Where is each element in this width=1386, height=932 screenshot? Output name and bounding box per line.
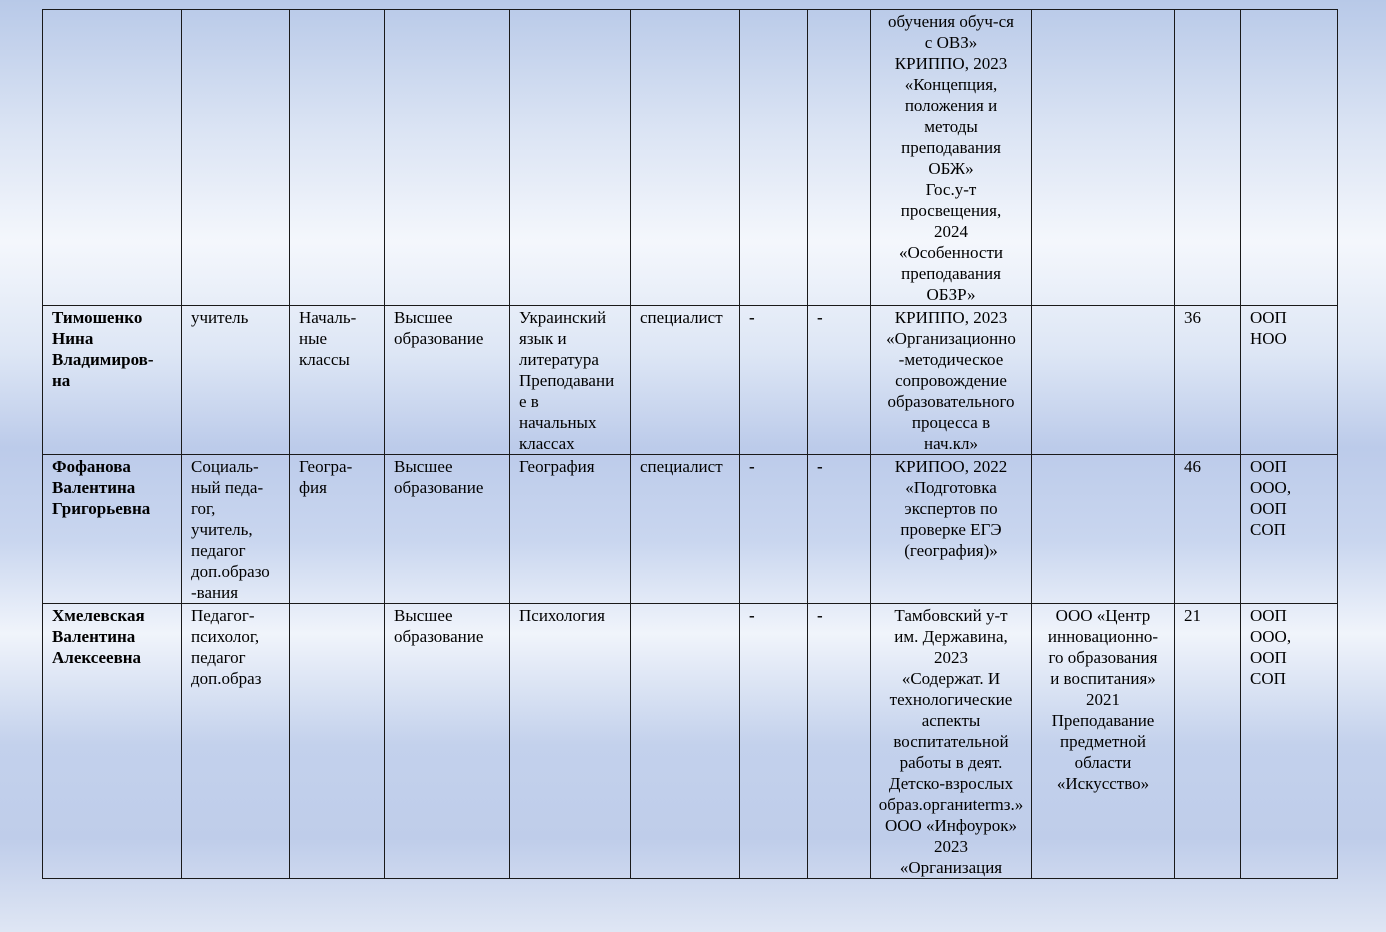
teacher-name-line: Хмелевская <box>52 606 145 625</box>
teacher-name-line: Валентина <box>52 627 136 646</box>
qualification-line: просвещения, <box>900 201 1002 220</box>
program-line: СОП <box>1250 520 1286 539</box>
qualification-line: экспертов по <box>904 499 998 518</box>
qualification-line: работы в деят. <box>899 753 1003 772</box>
qualification-line: обучения обуч-ся <box>888 12 1014 31</box>
education-cell: Высшее образование <box>385 455 510 604</box>
qualification-cell <box>871 306 1032 455</box>
qualification-line: ООО «Инфоурок» <box>884 816 1018 835</box>
retraining-line: 2021 <box>1086 690 1120 709</box>
qualification-line: «Организационно <box>886 329 1016 348</box>
position-line: учитель <box>191 308 249 327</box>
qualification-cell <box>871 604 1032 879</box>
position-line: Педагог- <box>191 606 255 625</box>
qualification-line: «Особенности <box>899 243 1003 262</box>
teacher-name-line: Фофанова <box>52 457 131 476</box>
program-cell <box>1241 10 1338 306</box>
staff-table-container <box>42 9 1337 879</box>
teacher-name-cell <box>43 306 182 455</box>
qualification-line: «Подготовка <box>905 478 997 497</box>
qualification-line: сопровождение <box>895 371 1007 390</box>
specialty-cell <box>510 306 631 455</box>
qualification-line: КРИПОО, 2022 <box>894 457 1008 476</box>
teacher-name-line: Валентина <box>52 478 136 497</box>
specialty-line: е в <box>519 392 539 411</box>
qualification-line: образ.органиtermз.» <box>878 795 1024 814</box>
teacher-name-line: Нина <box>52 329 94 348</box>
position-line: -вания <box>191 583 239 602</box>
program-line: ООП <box>1250 457 1287 476</box>
table-row <box>43 604 1338 879</box>
specialty-cell <box>510 10 631 306</box>
position-cell <box>182 10 290 306</box>
program-line: ООП <box>1250 648 1287 667</box>
qualification-line: аспекты <box>921 711 981 730</box>
qualification-line: КРИППО, 2023 <box>894 308 1008 327</box>
teacher-name-line: Алексеевна <box>52 648 142 667</box>
qualification-line: Гос.у-т <box>925 180 977 199</box>
qualification-line: методы <box>924 117 978 136</box>
retraining-cell <box>1032 455 1175 604</box>
specialty-line: литература <box>519 350 599 369</box>
position-line: ный педа- <box>191 478 264 497</box>
subject-cell <box>290 10 385 306</box>
qualification-line: положения и <box>904 96 998 115</box>
category-cell: специалист <box>631 306 740 455</box>
degree-cell: - <box>740 306 808 455</box>
program-cell <box>1241 306 1338 455</box>
experience-cell: 46 <box>1175 455 1241 604</box>
qualification-line: 2023 <box>934 837 968 856</box>
title-cell: - <box>808 604 871 879</box>
teacher-name-cell <box>43 10 182 306</box>
position-line: гог, <box>191 499 216 518</box>
qualification-line: «Содержат. И <box>901 669 1001 688</box>
qualification-line: процесса в <box>911 413 991 432</box>
qualification-line: им. Державина, <box>894 627 1008 646</box>
program-cell <box>1241 455 1338 604</box>
program-cell <box>1241 604 1338 879</box>
specialty-cell <box>510 455 631 604</box>
qualification-line: КРИППО, 2023 <box>894 54 1008 73</box>
subject-line: классы <box>299 350 350 369</box>
qualification-line: с ОВЗ» <box>924 33 978 52</box>
qualification-cell <box>871 455 1032 604</box>
qualification-line: «Организация <box>899 858 1003 877</box>
experience-cell: 21 <box>1175 604 1241 879</box>
subject-cell <box>290 306 385 455</box>
qualification-line: -методическое <box>898 350 1004 369</box>
qualification-line: ОБЗР» <box>926 285 976 304</box>
degree-cell <box>740 10 808 306</box>
retraining-line: Преподавание <box>1051 711 1155 730</box>
degree-cell: - <box>740 604 808 879</box>
position-line: педагог <box>191 648 246 667</box>
subject-line: Началь- <box>299 308 357 327</box>
retraining-line: «Искусство» <box>1056 774 1150 793</box>
subject-line: Геогра- <box>299 457 353 476</box>
retraining-line: ООО «Центр <box>1055 606 1151 625</box>
retraining-line: го образования <box>1048 648 1158 667</box>
position-cell <box>182 306 290 455</box>
position-cell <box>182 455 290 604</box>
position-line: доп.образо <box>191 562 270 581</box>
program-line: ООП <box>1250 606 1287 625</box>
teacher-name-line: на <box>52 371 71 390</box>
specialty-line: язык и <box>519 329 567 348</box>
teacher-name-cell <box>43 455 182 604</box>
qualification-line: Тамбовский у-т <box>894 606 1008 625</box>
qualification-cell <box>871 10 1032 306</box>
category-cell: специалист <box>631 455 740 604</box>
retraining-line: области <box>1074 753 1132 772</box>
title-cell: - <box>808 306 871 455</box>
specialty-line: Преподавани <box>519 371 615 390</box>
retraining-line: инновационно- <box>1047 627 1159 646</box>
qualification-line: технологические <box>889 690 1013 709</box>
program-line: ООО, <box>1250 478 1292 497</box>
specialty-line: География <box>519 457 595 476</box>
table-row <box>43 455 1338 604</box>
position-line: психолог, <box>191 627 260 646</box>
specialty-line: классах <box>519 434 575 453</box>
specialty-cell <box>510 604 631 879</box>
qualification-line: воспитательной <box>893 732 1009 751</box>
position-line: педагог <box>191 541 246 560</box>
program-line: ООО, <box>1250 627 1292 646</box>
specialty-line: Украинский <box>519 308 607 327</box>
retraining-line: и воспитания» <box>1050 669 1156 688</box>
retraining-line: предметной <box>1060 732 1146 751</box>
table-row <box>43 306 1338 455</box>
table-row <box>43 10 1338 306</box>
retraining-cell <box>1032 306 1175 455</box>
degree-cell: - <box>740 455 808 604</box>
program-line: НОО <box>1250 329 1287 348</box>
teacher-name-cell <box>43 604 182 879</box>
education-cell: Высшее образование <box>385 604 510 879</box>
qualification-line: 2024 <box>934 222 968 241</box>
subject-cell <box>290 604 385 879</box>
qualification-line: нач.кл» <box>923 434 978 453</box>
experience-cell: 36 <box>1175 306 1241 455</box>
specialty-line: начальных <box>519 413 597 432</box>
position-cell <box>182 604 290 879</box>
category-cell <box>631 604 740 879</box>
program-line: СОП <box>1250 669 1286 688</box>
subject-cell <box>290 455 385 604</box>
subject-line: фия <box>299 478 327 497</box>
qualification-line: образовательного <box>887 392 1015 411</box>
program-line: ООП <box>1250 499 1287 518</box>
category-cell <box>631 10 740 306</box>
qualification-line: (география)» <box>904 541 998 560</box>
education-cell <box>385 10 510 306</box>
position-line: учитель, <box>191 520 253 539</box>
experience-cell <box>1175 10 1241 306</box>
staff-table <box>42 9 1338 879</box>
retraining-cell <box>1032 604 1175 879</box>
subject-line: ные <box>299 329 328 348</box>
qualification-line: 2023 <box>934 648 968 667</box>
education-cell: Высшее образование <box>385 306 510 455</box>
qualification-line: преподавания <box>901 264 1001 283</box>
qualification-line: Детско-взрослых <box>888 774 1014 793</box>
program-line: ООП <box>1250 308 1287 327</box>
qualification-line: ОБЖ» <box>928 159 974 178</box>
qualification-line: преподавания <box>901 138 1001 157</box>
title-cell <box>808 10 871 306</box>
position-line: Социаль- <box>191 457 259 476</box>
teacher-name-line: Тимошенко <box>52 308 143 327</box>
retraining-cell <box>1032 10 1175 306</box>
qualification-line: проверке ЕГЭ <box>900 520 1002 539</box>
teacher-name-line: Григорьевна <box>52 499 151 518</box>
position-line: доп.образ <box>191 669 262 688</box>
qualification-line: «Концепция, <box>904 75 998 94</box>
specialty-line: Психология <box>519 606 605 625</box>
teacher-name-line: Владимиров- <box>52 350 154 369</box>
title-cell: - <box>808 455 871 604</box>
